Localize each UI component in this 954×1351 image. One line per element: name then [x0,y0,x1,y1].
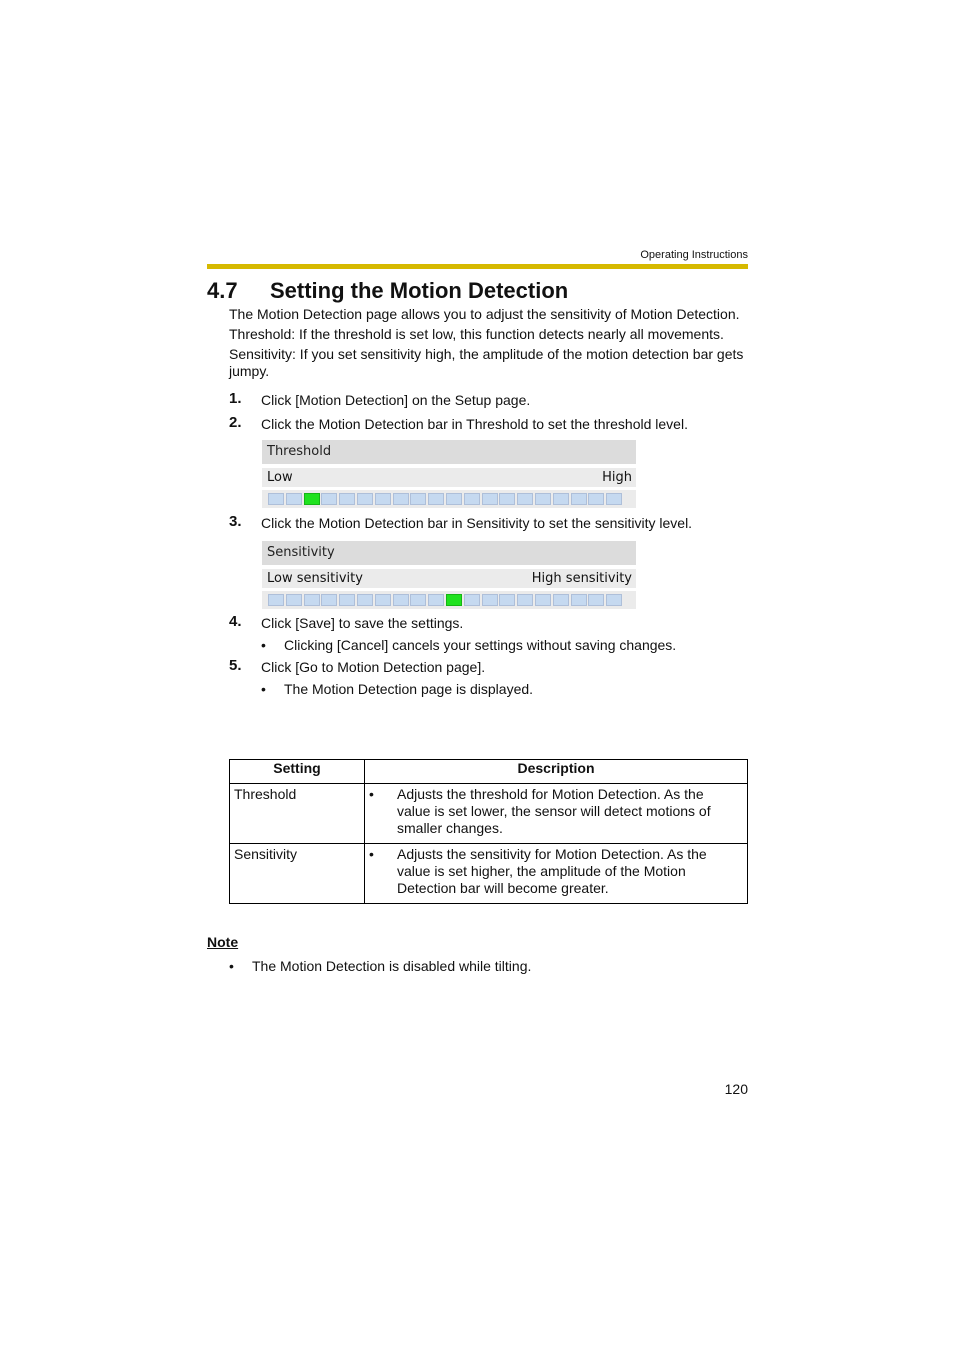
level-segment[interactable] [571,594,587,606]
settings-table [229,759,748,904]
step-text: Click the Motion Detection bar in Sensitivity to set the sensitivity level. [261,515,693,531]
step-number: 1. [229,390,242,407]
threshold-bar[interactable] [262,490,636,508]
level-segment-selected[interactable] [446,594,462,606]
level-segment[interactable] [517,594,533,606]
level-segment[interactable] [553,594,569,606]
level-segment[interactable] [339,594,355,606]
level-segment[interactable] [464,594,480,606]
level-segment[interactable] [375,594,391,606]
level-segment[interactable] [588,594,604,606]
level-segment[interactable] [393,594,409,606]
level-segment[interactable] [606,594,622,606]
level-segment[interactable] [357,594,373,606]
section-number: 4.7 [207,278,238,303]
sensitivity-widget [262,541,636,609]
setting-description [365,784,748,844]
step-number: 2. [229,414,242,431]
setting-name: Threshold [230,784,365,844]
level-segment[interactable] [482,493,498,505]
table-header-setting: Setting [230,760,365,784]
level-segment[interactable] [606,493,622,505]
level-segment[interactable] [410,594,426,606]
level-segment[interactable] [571,493,587,505]
step-number: 5. [229,657,242,674]
intro-threshold: Threshold: If the threshold is set low, this function detects nearly all movements. [229,326,724,342]
bullet-glyph: • [261,681,266,697]
section-title: Setting the Motion Detection [270,278,569,303]
level-segment[interactable] [464,493,480,505]
sensitivity-range-labels [262,569,636,588]
step-subtext: The Motion Detection page is displayed. [284,681,534,697]
level-segment[interactable] [517,493,533,505]
intro-paragraph: The Motion Detection page allows you to adjust the sensitivity of Motion Detection. [229,306,740,322]
bullet-glyph: • [261,637,266,653]
header-rule [207,264,748,269]
description-text: Adjusts the sensitivity for Motion Detection. As the value is set higher, the amplitude of the Motion Detection bar will become greater. [397,846,707,896]
level-segment[interactable] [321,594,337,606]
sensitivity-low-label: Low sensitivity [267,571,363,586]
level-segment[interactable] [428,594,444,606]
table-row [230,844,748,904]
running-header: Operating Instructions [640,249,748,261]
threshold-low-label: Low [267,470,293,485]
level-segment[interactable] [375,493,391,505]
bullet-glyph: • [229,958,234,974]
page-number: 120 [724,1081,748,1097]
sensitivity-high-label: High sensitivity [531,571,632,586]
sensitivity-title: Sensitivity [262,541,636,565]
step-number: 3. [229,513,242,530]
level-segment[interactable] [553,493,569,505]
table-header-row [230,760,748,784]
step-text: Click the Motion Detection bar in Threshold to set the threshold level. [261,416,688,432]
level-segment[interactable] [393,493,409,505]
threshold-high-label: High [602,470,632,485]
level-segment[interactable] [588,493,604,505]
threshold-widget [262,440,636,508]
step-text: Click [Motion Detection] on the Setup page. [261,392,531,408]
level-segment[interactable] [499,493,515,505]
level-segment[interactable] [321,493,337,505]
sensitivity-bar[interactable] [262,591,636,609]
step-text: Click [Save] to save the settings. [261,615,464,631]
level-segment[interactable] [410,493,426,505]
level-segment[interactable] [339,493,355,505]
level-segment[interactable] [268,493,284,505]
level-segment[interactable] [446,493,462,505]
table-header-description: Description [365,760,748,784]
table-row [230,784,748,844]
level-segment[interactable] [268,594,284,606]
setting-name: Sensitivity [230,844,365,904]
level-segment[interactable] [482,594,498,606]
note-heading: Note [207,934,239,950]
step-subtext: Clicking [Cancel] cancels your settings without saving changes. [284,637,677,653]
step-text: Click [Go to Motion Detection page]. [261,659,486,675]
threshold-title: Threshold [262,440,636,464]
level-segment[interactable] [286,594,302,606]
level-segment[interactable] [428,493,444,505]
level-segment-selected[interactable] [304,493,320,505]
threshold-range-labels [262,468,636,487]
step-number: 4. [229,613,242,630]
bullet-glyph: • [369,846,374,862]
level-segment[interactable] [535,493,551,505]
setting-description [365,844,748,904]
description-text: Adjusts the threshold for Motion Detection. As the value is set lower, the sensor will detect motions of smaller changes. [397,786,711,836]
level-segment[interactable] [286,493,302,505]
bullet-glyph: • [369,786,374,802]
level-segment[interactable] [499,594,515,606]
intro-sensitivity: Sensitivity: If you set sensitivity high, the amplitude of the motion detection bar gets jumpy. [229,346,744,379]
level-segment[interactable] [535,594,551,606]
level-segment[interactable] [357,493,373,505]
level-segment[interactable] [304,594,320,606]
note-item: The Motion Detection is disabled while tilting. [252,958,532,974]
